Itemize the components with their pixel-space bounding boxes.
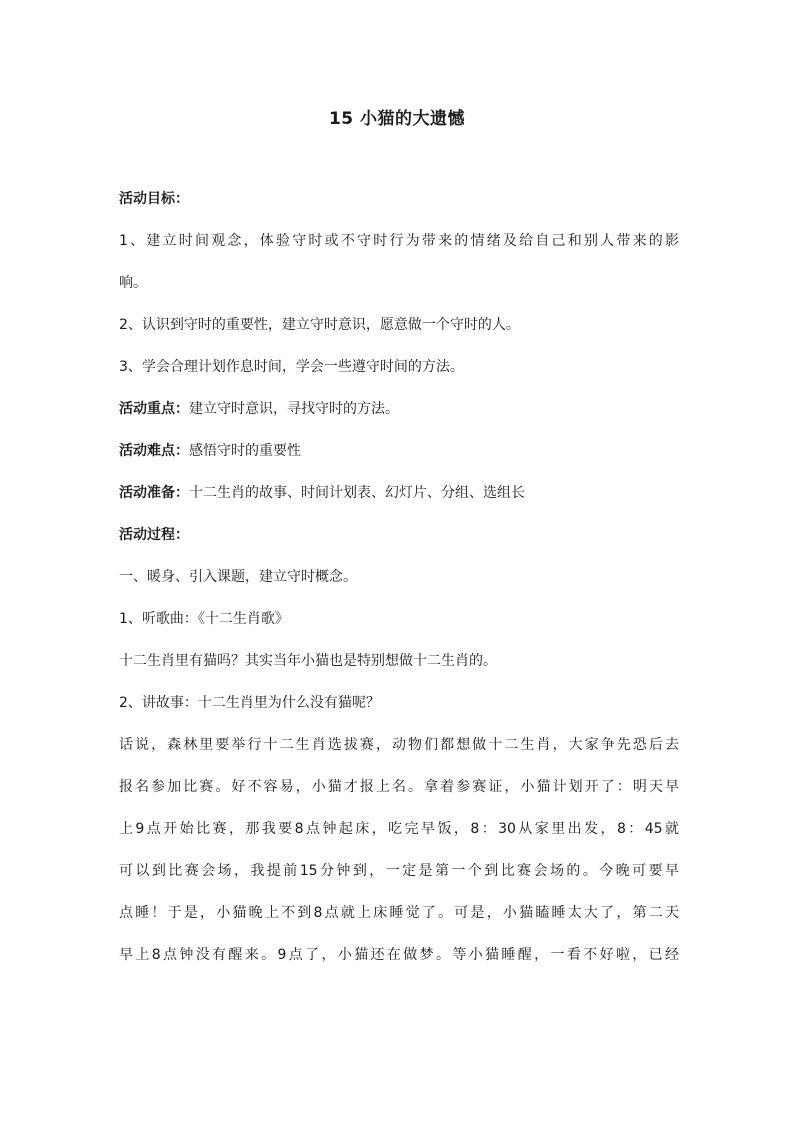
story-line: 上9点开始比赛，那我要8点钟起床，吃完早饭，8：30从家里出发，8：45就 [119, 821, 679, 837]
process-section-1: 一、暖身、引入课题，建立守时概念。 [119, 569, 357, 585]
objective-1-line-1: 1、建立时间观念，体验守时或不守时行为带来的情绪及给自己和别人带来的影 [119, 233, 679, 249]
process-step-1-text: 十二生肖里有猫吗？其实当年小猫也是特别想做十二生肖的。 [119, 653, 497, 669]
objective-2: 2、认识到守时的重要性，建立守时意识，愿意做一个守时的人。 [119, 317, 520, 333]
difficulty-label: 活动难点： [119, 443, 189, 459]
preparation-label: 活动准备： [119, 485, 189, 501]
key-point-paragraph [119, 396, 679, 438]
document-body [119, 186, 679, 984]
difficulty-paragraph [119, 438, 679, 480]
preparation-text: 十二生肖的故事、时间计划表、幻灯片、分组、选组长 [189, 485, 525, 501]
key-point-text: 建立守时意识，寻找守时的方法。 [189, 401, 399, 417]
objectives-heading: 活动目标： [119, 191, 189, 207]
process-step-2: 2、讲故事：十二生肖里为什么没有猫呢？ [119, 695, 380, 711]
story-line: 报名参加比赛。好不容易，小猫才报上名。拿着参赛证，小猫计划开了：明天早 [119, 779, 679, 795]
difficulty-text: 感悟守时的重要性 [189, 443, 301, 459]
key-point-label: 活动重点： [119, 401, 189, 417]
story-line: 可以到比赛会场，我提前15分钟到，一定是第一个到比赛会场的。今晚可要早 [119, 863, 679, 879]
story-line: 早上8点钟没有醒来。9点了，小猫还在做梦。等小猫睡醒，一看不好啦，已经 [119, 947, 679, 963]
process-step-1: 1、听歌曲：《十二生肖歌》 [119, 611, 289, 627]
page-title: 15 小猫的大遗憾 [328, 109, 466, 129]
process-heading: 活动过程： [119, 527, 189, 543]
objective-3: 3、学会合理计划作息时间，学会一些遵守时间的方法。 [119, 359, 464, 375]
preparation-paragraph [119, 480, 679, 522]
story-line: 点睡！于是，小猫晚上不到8点就上床睡觉了。可是，小猫瞌睡太大了，第二天 [119, 905, 679, 921]
objective-1-line-2: 响。 [119, 275, 147, 291]
story-line: 话说，森林里要举行十二生肖选拔赛，动物们都想做十二生肖，大家争先恐后去 [119, 737, 679, 753]
